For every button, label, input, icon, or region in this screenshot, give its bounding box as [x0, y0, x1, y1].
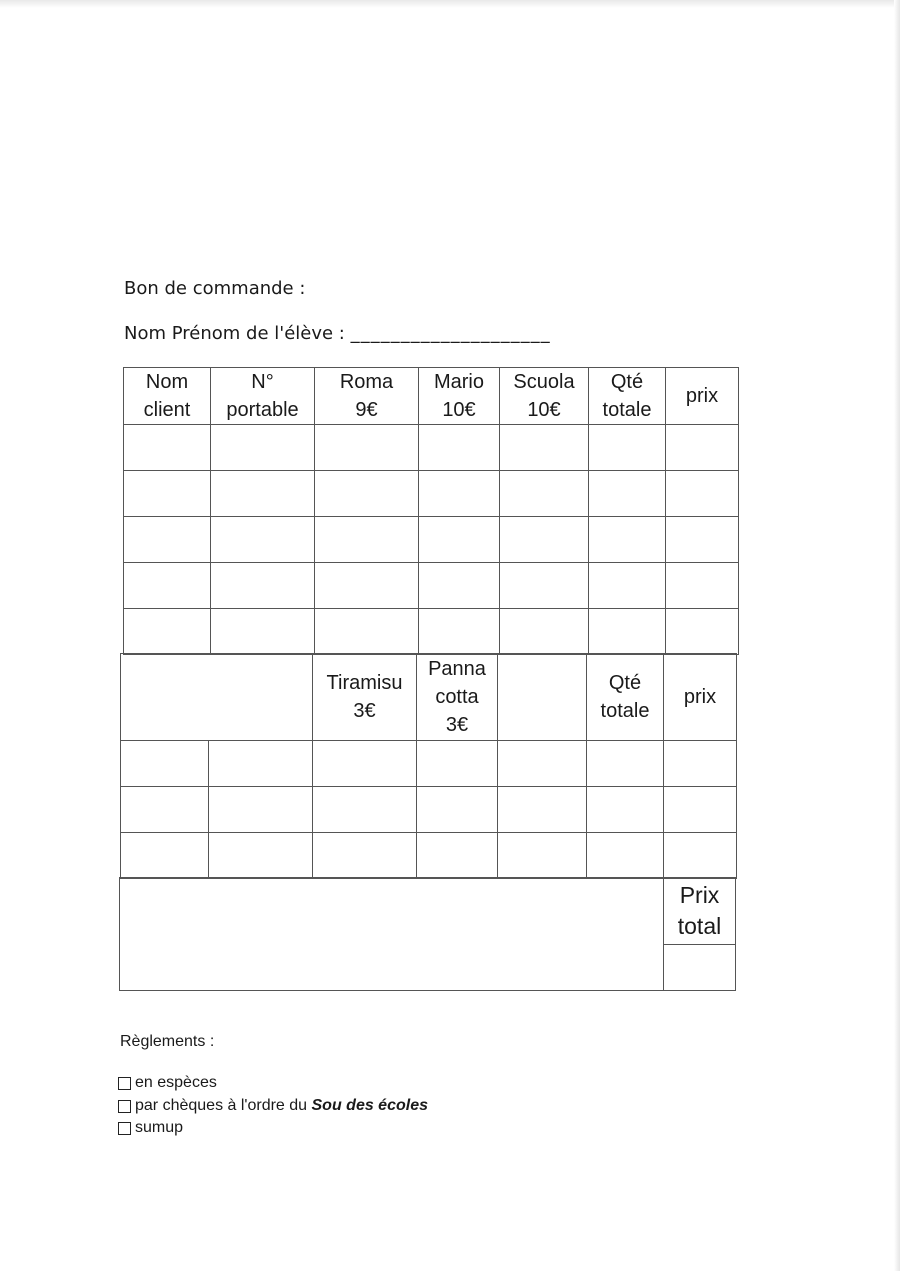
col-qte-totale: Qté totale: [589, 368, 666, 425]
cell[interactable]: [315, 609, 419, 655]
cell[interactable]: [589, 563, 666, 609]
col-dessert-prix: prix: [664, 654, 737, 741]
cell[interactable]: [589, 609, 666, 655]
student-name-line: [124, 323, 551, 344]
form-title: Bon de commande :: [124, 278, 306, 299]
cell[interactable]: [315, 563, 419, 609]
checkbox[interactable]: [118, 1077, 131, 1090]
order-table-header: [124, 368, 739, 425]
cell[interactable]: [315, 517, 419, 563]
cell[interactable]: [666, 425, 739, 471]
cell[interactable]: [417, 787, 498, 833]
table-row: [121, 741, 737, 787]
table-row: [124, 425, 739, 471]
payments-title: Règlements :: [120, 1033, 215, 1050]
total-table: [119, 877, 736, 991]
table-row: [121, 787, 737, 833]
dessert-table: [120, 653, 737, 879]
payment-option-cheque[interactable]: par chèques à l'ordre du Sou des écoles: [118, 1097, 428, 1115]
col-dessert-qte-totale: Qté totale: [587, 654, 664, 741]
cell[interactable]: [121, 787, 209, 833]
cell[interactable]: [209, 741, 313, 787]
cell[interactable]: [315, 471, 419, 517]
cell[interactable]: [587, 787, 664, 833]
cell[interactable]: [209, 833, 313, 879]
table-row: [124, 563, 739, 609]
col-panna-cotta: Panna cotta 3€: [417, 654, 498, 741]
cell[interactable]: [124, 425, 211, 471]
cell[interactable]: [313, 833, 417, 879]
cell[interactable]: [419, 609, 500, 655]
col-scuola: Scuola 10€: [500, 368, 589, 425]
total-label: Prix total: [664, 878, 736, 945]
cell[interactable]: [664, 833, 737, 879]
cell[interactable]: [419, 517, 500, 563]
cell[interactable]: [315, 425, 419, 471]
cell[interactable]: [121, 833, 209, 879]
dessert-table-header: [121, 654, 737, 741]
cell[interactable]: [498, 787, 587, 833]
cell[interactable]: [211, 563, 315, 609]
cell[interactable]: [211, 471, 315, 517]
cell[interactable]: [498, 741, 587, 787]
table-row: [124, 609, 739, 655]
cell[interactable]: [587, 741, 664, 787]
payment-option-cash[interactable]: en espèces: [118, 1074, 217, 1092]
cell[interactable]: [419, 425, 500, 471]
scan-edge-right: [894, 0, 900, 1271]
cell[interactable]: [666, 609, 739, 655]
col-nom-client: Nom client: [124, 368, 211, 425]
cell[interactable]: [500, 517, 589, 563]
cell[interactable]: [589, 517, 666, 563]
cell[interactable]: [498, 833, 587, 879]
cell[interactable]: [313, 787, 417, 833]
order-table: [123, 367, 739, 655]
cell[interactable]: [666, 471, 739, 517]
cell[interactable]: [417, 833, 498, 879]
scan-edge-top: [0, 0, 900, 8]
table-row: [124, 517, 739, 563]
cell[interactable]: [121, 741, 209, 787]
cell[interactable]: [666, 517, 739, 563]
cell[interactable]: [589, 471, 666, 517]
dessert-blank-header: [121, 654, 313, 741]
col-portable: N° portable: [211, 368, 315, 425]
cell[interactable]: [417, 741, 498, 787]
cell[interactable]: [211, 517, 315, 563]
cell[interactable]: [587, 833, 664, 879]
cell[interactable]: [664, 787, 737, 833]
total-value-cell[interactable]: [664, 945, 736, 991]
cell[interactable]: [211, 609, 315, 655]
checkbox[interactable]: [118, 1100, 131, 1113]
checkbox[interactable]: [118, 1122, 131, 1135]
cell[interactable]: [124, 563, 211, 609]
cell[interactable]: [419, 563, 500, 609]
cell[interactable]: [211, 425, 315, 471]
cell[interactable]: [124, 517, 211, 563]
cell[interactable]: [313, 741, 417, 787]
student-name-label: Nom Prénom de l'élève :: [124, 323, 345, 344]
cell[interactable]: [124, 471, 211, 517]
cell[interactable]: [500, 563, 589, 609]
payment-option-sumup[interactable]: sumup: [118, 1119, 183, 1137]
cell[interactable]: [124, 609, 211, 655]
cell[interactable]: [589, 425, 666, 471]
dessert-empty-header: [498, 654, 587, 741]
cell[interactable]: [419, 471, 500, 517]
col-prix: prix: [666, 368, 739, 425]
table-row: [124, 471, 739, 517]
col-roma: Roma 9€: [315, 368, 419, 425]
total-blank-area: [120, 878, 664, 991]
student-name-blank[interactable]: ____________________: [350, 323, 551, 344]
cell[interactable]: [500, 609, 589, 655]
table-row: [121, 833, 737, 879]
cell[interactable]: [666, 563, 739, 609]
cell[interactable]: [500, 425, 589, 471]
cell[interactable]: [209, 787, 313, 833]
col-mario: Mario 10€: [419, 368, 500, 425]
cell[interactable]: [500, 471, 589, 517]
col-tiramisu: Tiramisu 3€: [313, 654, 417, 741]
cell[interactable]: [664, 741, 737, 787]
